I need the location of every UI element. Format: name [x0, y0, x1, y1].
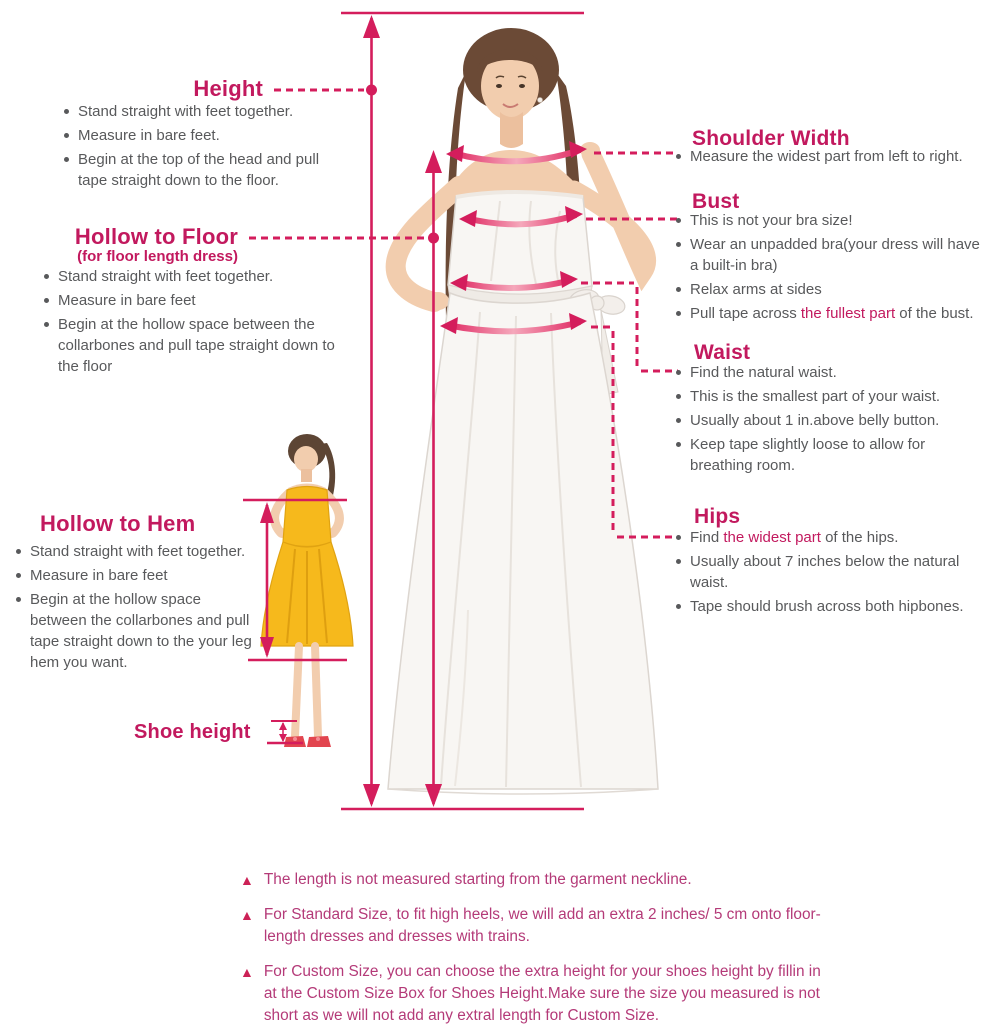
waist-title: Waist [694, 341, 751, 364]
list-item [64, 149, 346, 191]
bullet-text: Measure in bare feet [30, 567, 168, 584]
footnote [240, 869, 835, 891]
footnote-text: For Standard Size, to fit high heels, we will add an extra 2 inches/ 5 cm onto floor-length dresses and dresses with trains. [263, 906, 821, 945]
height-title: Height [193, 76, 263, 101]
bullet-text: Wear an unpadded bra(your dress will have a built-in bra) [690, 236, 980, 274]
bullet-dot [44, 322, 49, 327]
bullet-dot [44, 274, 49, 279]
waist-bullets [676, 362, 982, 479]
bullet-text: Stand straight with feet together. [58, 268, 274, 285]
hips-bullets [676, 527, 988, 620]
hollow-to-floor-bullets [44, 266, 336, 380]
bullet-text: This is the smallest part of your waist. [690, 388, 941, 405]
bullet-dot [676, 242, 681, 247]
bullet-text: Measure in bare feet [58, 292, 196, 309]
list-item [676, 279, 988, 300]
list-item [676, 410, 982, 431]
list-item [44, 290, 336, 311]
list-item [16, 589, 260, 673]
bullet-text: Find the natural waist. [690, 364, 837, 381]
bullet-dot [676, 394, 681, 399]
bust-bullets [676, 210, 988, 327]
bullet-text: Begin at the hollow space between the collarbones and pull tape straight down to the floor [58, 316, 335, 375]
bullet-dot [676, 287, 681, 292]
bullet-text [690, 527, 898, 548]
bullet-dot [676, 370, 681, 375]
list-item [676, 386, 982, 407]
list-item [16, 541, 260, 562]
bullet-text: Keep tape slightly loose to allow for breathing room. [690, 436, 926, 474]
bullet-dot [64, 157, 69, 162]
list-item [44, 314, 336, 377]
footnotes [240, 869, 835, 1024]
hollow-to-hem-bullets [16, 541, 260, 676]
list-item [676, 551, 988, 593]
list-item [64, 125, 346, 146]
bullet-dot [676, 154, 681, 159]
bullet-dot [676, 418, 681, 423]
main-model-illustration [388, 28, 658, 794]
hem-model-illustration [261, 434, 353, 747]
bullet-text: Stand straight with feet together. [78, 103, 294, 120]
footnote-text: The length is not measured starting from the garment neckline. [263, 871, 692, 888]
shoulder-tape [446, 141, 678, 162]
height-bullets [64, 101, 346, 194]
bullet-dot [676, 311, 681, 316]
bullet-text: Stand straight with feet together. [30, 543, 246, 560]
bullet-dot [16, 549, 21, 554]
bullet-text: Begin at the hollow space between the collarbones and pull tape straight down to the your leg hem you want. [30, 591, 252, 671]
list-item [64, 101, 346, 122]
bullet-text-post: of the hips. [820, 529, 899, 546]
bullet-text: Usually about 1 in.above belly button. [690, 412, 940, 429]
bullet-dot [676, 559, 681, 564]
shoulder-width-title: Shoulder Width [692, 127, 850, 150]
bullet-text: Tape should brush across both hipbones. [690, 598, 964, 615]
bullet-text-highlight: the widest part [723, 529, 821, 546]
footnote [240, 904, 835, 948]
list-item [676, 146, 994, 167]
bullet-dot [676, 604, 681, 609]
bullet-dot [676, 442, 681, 447]
bullet-dot [64, 133, 69, 138]
bullet-text-post: of the bust. [895, 305, 974, 322]
bullet-text-highlight: the fullest part [800, 305, 896, 322]
bullet-dot [16, 573, 21, 578]
bullet-text: Begin at the top of the head and pull tape straight down to the floor. [78, 151, 320, 189]
list-item [676, 362, 982, 383]
bullet-text-pre: Pull tape across [690, 305, 801, 322]
list-item [16, 565, 260, 586]
hollow-to-floor-subtitle: (for floor length dress) [77, 248, 238, 265]
hollow-to-floor-title: Hollow to Floor [74, 224, 238, 249]
list-item [676, 596, 988, 617]
bullet-text: Usually about 7 inches below the natural waist. [690, 553, 960, 591]
bullet-dot [676, 218, 681, 223]
list-item [676, 303, 988, 324]
footnote-text: For Custom Size, you can choose the extra height for your shoes height by fillin in at the Custom Size Box for Shoes Height.Make sure the size you measured is not short as we will not add any extral length for Custom Size. [263, 963, 821, 1024]
bust-title: Bust [692, 190, 740, 213]
hips-title: Hips [694, 505, 741, 528]
list-item [676, 527, 988, 548]
bullet-text: Relax arms at sides [690, 281, 822, 298]
footnote [240, 961, 835, 1024]
bullet-text: This is not your bra size! [690, 212, 853, 229]
bullet-text: Measure in bare feet. [78, 127, 220, 144]
bullet-text: Measure the widest part from left to right. [690, 148, 963, 165]
bullet-text-pre: Find [690, 529, 724, 546]
warning-triangle-icon: ▲ [240, 907, 254, 923]
list-item [676, 234, 988, 276]
bullet-dot [676, 535, 681, 540]
bullet-dot [16, 597, 21, 602]
list-item [44, 266, 336, 287]
bullet-text [690, 303, 974, 324]
list-item [676, 434, 982, 476]
warning-triangle-icon: ▲ [240, 872, 254, 888]
list-item [676, 210, 988, 231]
hollow-to-hem-title: Hollow to Hem [40, 511, 196, 536]
bullet-dot [44, 298, 49, 303]
shoulder-width-bullets [676, 146, 994, 170]
bullet-dot [64, 109, 69, 114]
warning-triangle-icon: ▲ [240, 964, 254, 980]
shoe-height-title: Shoe height [134, 721, 251, 743]
